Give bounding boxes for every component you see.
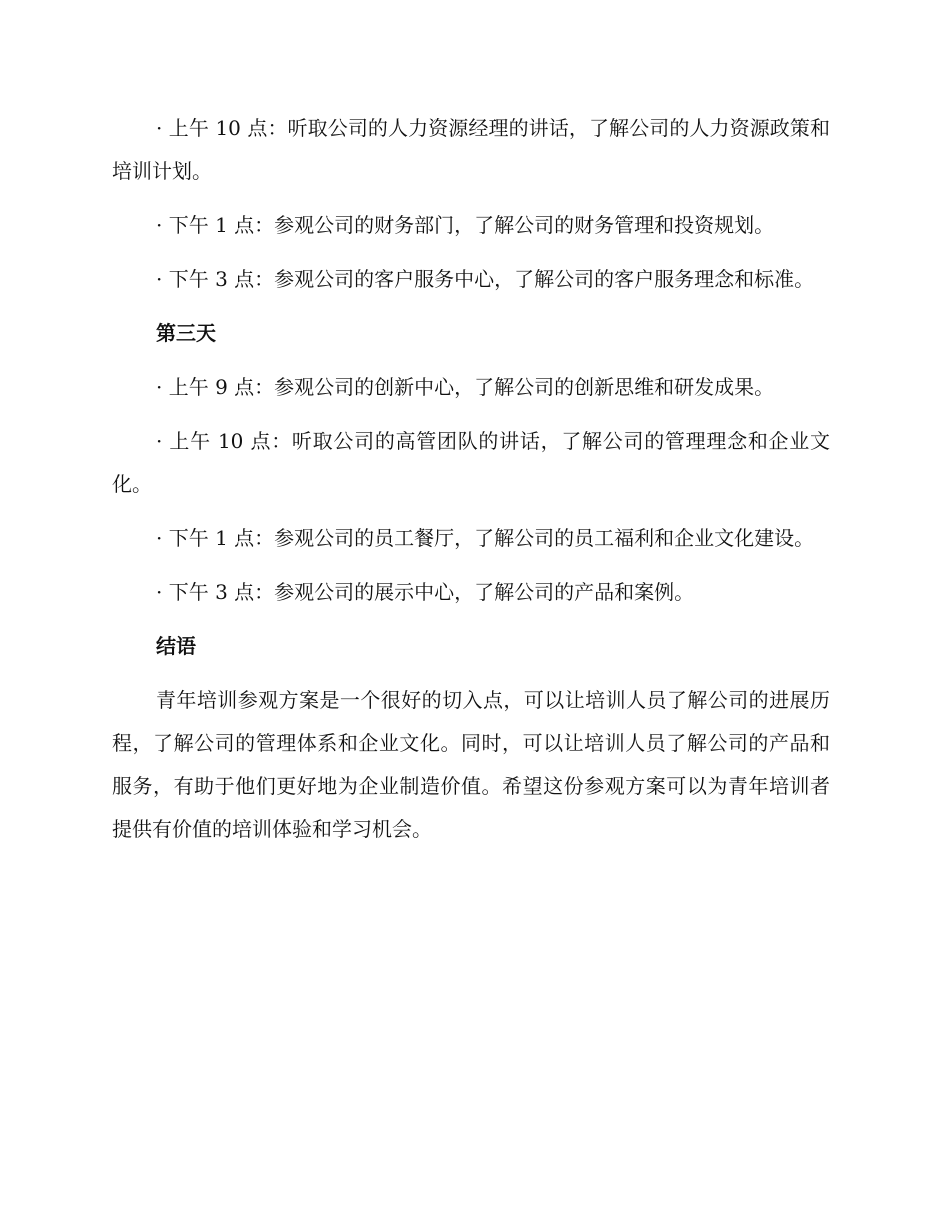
conclusion-heading: 结语 [156,634,196,658]
day3-item-showroom: · 下午 3 点：参观公司的展示中心，了解公司的产品和案例。 [156,580,695,604]
day3-heading: 第三天 [156,321,216,345]
day2-item-finance: · 下午 1 点：参观公司的财务部门，了解公司的财务管理和投资规划。 [156,213,775,237]
day3-item-canteen: · 下午 1 点：参观公司的员工餐厅，了解公司的员工福利和企业文化建设。 [156,526,815,550]
day2-item-hr-talk: · 上午 10 点：听取公司的人力资源经理的讲话，了解公司的人力资源政策和培训计划。 [112,116,830,183]
day3-item-innovation: · 上午 9 点：参观公司的创新中心，了解公司的创新思维和研发成果。 [156,375,775,399]
document-page [112,107,830,862]
conclusion-paragraph: 青年培训参观方案是一个很好的切入点，可以让培训人员了解公司的进展历程，了解公司的管理体系和企业文化。同时，可以让培训人员了解公司的产品和服务，有助于他们更好地为企业制造价值。希望这份参观方案可以为青年培训者提供有价值的培训体验和学习机会。 [112,688,830,841]
day3-item-executive-talk: · 上午 10 点：听取公司的高管团队的讲话，了解公司的管理理念和企业文化。 [112,429,830,496]
day2-item-customer-service: · 下午 3 点：参观公司的客户服务中心，了解公司的客户服务理念和标准。 [156,267,815,291]
